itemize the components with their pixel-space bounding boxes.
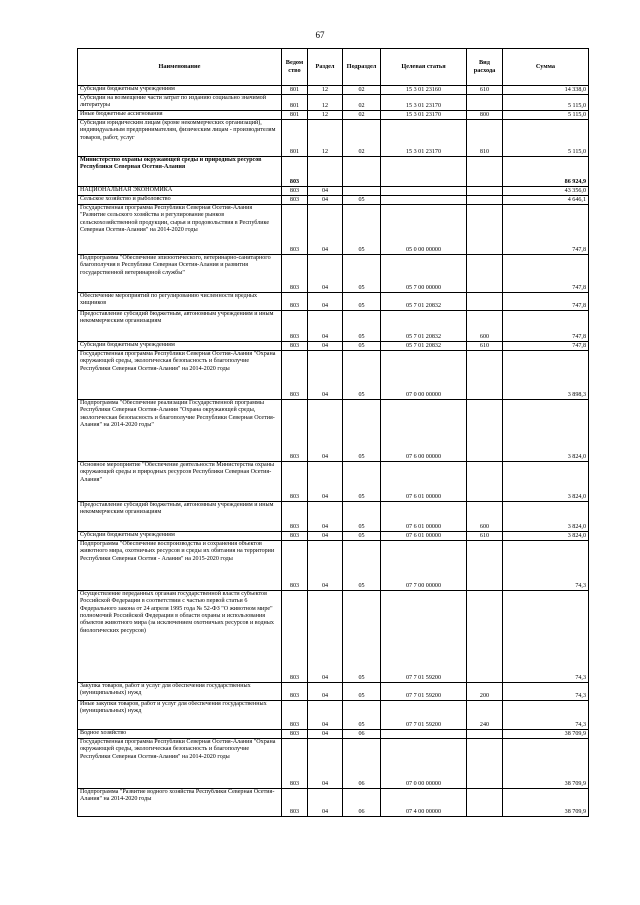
row-razdel: 04 <box>308 293 343 311</box>
table-row <box>78 293 589 311</box>
row-ved: 803 <box>282 541 308 591</box>
row-target: 15 3 01 23170 <box>381 111 467 120</box>
row-sum: 3 824,0 <box>503 462 589 502</box>
row-expense-type <box>467 462 503 502</box>
row-name: Иные бюджетные ассигнования <box>78 111 282 120</box>
table-row <box>78 120 589 157</box>
row-target: 05 7 01 20832 <box>381 342 467 351</box>
row-razdel: 04 <box>308 342 343 351</box>
row-name: Субсидии бюджетным учреждениям <box>78 532 282 541</box>
table-row <box>78 541 589 591</box>
row-razdel: 12 <box>308 111 343 120</box>
header-sum: Сумма <box>503 49 589 86</box>
row-target: 07 6 01 00000 <box>381 462 467 502</box>
table-row <box>78 502 589 532</box>
row-razdel: 04 <box>308 400 343 462</box>
row-podrazdel: 05 <box>343 591 381 683</box>
row-name: НАЦИОНАЛЬНАЯ ЭКОНОМИКА <box>78 187 282 196</box>
row-name: Подпрограмма "Обеспечение воспроизводства и сохранения объектов животного мира, охотничьих ресурсов и среды их обитания на территории Республики Северная Осетия - Алания" на 2015-2020 годы <box>78 541 282 591</box>
row-ved: 803 <box>282 400 308 462</box>
row-ved: 803 <box>282 255 308 293</box>
table-row <box>78 311 589 342</box>
table-row <box>78 187 589 196</box>
row-expense-type: 600 <box>467 311 503 342</box>
table-row <box>78 739 589 789</box>
row-sum: 747,8 <box>503 255 589 293</box>
row-podrazdel: 05 <box>343 400 381 462</box>
header-expense-type: Вид расхода <box>467 49 503 86</box>
row-podrazdel: 06 <box>343 730 381 739</box>
row-name: Основное мероприятие "Обеспечение деятельности Министерства охраны окружающей среды и природных ресурсов Республики Северная Осетия-Алания" <box>78 462 282 502</box>
row-expense-type: 610 <box>467 342 503 351</box>
row-sum: 86 924,9 <box>503 157 589 187</box>
row-razdel: 04 <box>308 532 343 541</box>
row-razdel: 04 <box>308 591 343 683</box>
row-sum: 74,3 <box>503 591 589 683</box>
table-body <box>78 86 589 817</box>
row-ved: 803 <box>282 342 308 351</box>
row-name: Государственная программа Республики Северная Осетия-Алания "Охрана окружающей среды, экологическая безопасность и благополучие Республики Северная Осетия-Алания" на 2014-2020 годы <box>78 351 282 400</box>
row-ved: 803 <box>282 739 308 789</box>
row-podrazdel: 02 <box>343 86 381 95</box>
row-name: Водное хозяйство <box>78 730 282 739</box>
table-row <box>78 683 589 701</box>
table-row <box>78 462 589 502</box>
row-podrazdel: 02 <box>343 95 381 111</box>
row-expense-type <box>467 157 503 187</box>
row-podrazdel: 05 <box>343 462 381 502</box>
row-target: 05 0 00 00000 <box>381 205 467 255</box>
row-target <box>381 157 467 187</box>
row-expense-type: 610 <box>467 532 503 541</box>
header-razdel: Раздел <box>308 49 343 86</box>
row-expense-type <box>467 591 503 683</box>
row-sum: 747,8 <box>503 311 589 342</box>
header-target: Целевая статья <box>381 49 467 86</box>
row-name: Субсидии бюджетным учреждениям <box>78 342 282 351</box>
header-ved: Ведом ство <box>282 49 308 86</box>
table-row <box>78 196 589 205</box>
table-row <box>78 342 589 351</box>
row-target: 07 7 01 59200 <box>381 701 467 730</box>
row-ved: 801 <box>282 111 308 120</box>
row-expense-type <box>467 205 503 255</box>
row-name: Государственная программа Республики Северная Осетия-Алания "Охрана окружающей среды, экологическая безопасность и благополучие Республики Северная Осетия-Алания" на 2014-2020 годы <box>78 739 282 789</box>
row-razdel: 04 <box>308 789 343 817</box>
row-name: Предоставление субсидий бюджетным, автономным учреждениям и иным некоммерческим организациям <box>78 311 282 342</box>
table-row <box>78 95 589 111</box>
row-ved: 803 <box>282 293 308 311</box>
row-razdel: 04 <box>308 701 343 730</box>
row-target: 07 6 01 00000 <box>381 502 467 532</box>
row-expense-type <box>467 293 503 311</box>
row-expense-type <box>467 255 503 293</box>
row-target: 07 7 01 59200 <box>381 591 467 683</box>
row-sum: 747,8 <box>503 205 589 255</box>
row-podrazdel: 05 <box>343 541 381 591</box>
row-razdel: 12 <box>308 86 343 95</box>
row-target: 07 7 01 59200 <box>381 683 467 701</box>
row-sum: 74,3 <box>503 541 589 591</box>
row-sum: 5 115,0 <box>503 120 589 157</box>
table-row <box>78 701 589 730</box>
row-name: Подпрограмма "Обеспечение эпизоотического, ветеринарно-санитарного благополучия в Республике Северная Осетия-Алания и развития государственной ветеринарной службы" <box>78 255 282 293</box>
row-sum: 747,8 <box>503 293 589 311</box>
row-ved: 803 <box>282 502 308 532</box>
row-ved: 803 <box>282 683 308 701</box>
row-target: 07 4 00 00000 <box>381 789 467 817</box>
row-razdel: 04 <box>308 311 343 342</box>
row-expense-type <box>467 187 503 196</box>
row-podrazdel: 05 <box>343 255 381 293</box>
row-name: Субсидии юридическим лицам (кроме некоммерческих организаций), индивидуальным предпринимателям, физическим лицам - производителям товаров, работ, услуг <box>78 120 282 157</box>
row-sum: 38 709,9 <box>503 789 589 817</box>
row-sum: 3 824,0 <box>503 532 589 541</box>
row-ved: 803 <box>282 351 308 400</box>
row-expense-type <box>467 400 503 462</box>
row-razdel: 12 <box>308 120 343 157</box>
row-target: 05 7 00 00000 <box>381 255 467 293</box>
row-razdel: 04 <box>308 541 343 591</box>
table-row <box>78 789 589 817</box>
row-ved: 803 <box>282 205 308 255</box>
table-row <box>78 351 589 400</box>
row-target: 15 3 01 23160 <box>381 86 467 95</box>
row-ved: 803 <box>282 532 308 541</box>
header-podrazdel: Подраздел <box>343 49 381 86</box>
row-target <box>381 730 467 739</box>
table-row <box>78 255 589 293</box>
row-ved: 803 <box>282 701 308 730</box>
row-target: 15 3 01 23170 <box>381 120 467 157</box>
row-podrazdel: 05 <box>343 351 381 400</box>
row-sum: 14 338,0 <box>503 86 589 95</box>
table-row <box>78 400 589 462</box>
row-sum: 5 115,0 <box>503 95 589 111</box>
row-ved: 803 <box>282 311 308 342</box>
row-expense-type <box>467 196 503 205</box>
row-name: Сельское хозяйство и рыболовство <box>78 196 282 205</box>
row-sum: 3 898,3 <box>503 351 589 400</box>
row-name: Подпрограмма "Развитие водного хозяйства Республики Северная Осетия-Алания" на 2014-2020 годы <box>78 789 282 817</box>
row-ved: 803 <box>282 187 308 196</box>
row-expense-type <box>467 789 503 817</box>
row-name: Предоставление субсидий бюджетным, автономным учреждениям и иным некоммерческим организациям <box>78 502 282 532</box>
row-razdel: 04 <box>308 255 343 293</box>
row-ved: 803 <box>282 591 308 683</box>
row-razdel: 04 <box>308 196 343 205</box>
row-name: Министерство охраны окружающей среды и природных ресурсов Республики Северная Осетия-Алания <box>78 157 282 187</box>
row-sum: 4 646,1 <box>503 196 589 205</box>
row-podrazdel: 05 <box>343 342 381 351</box>
row-sum: 74,3 <box>503 701 589 730</box>
row-podrazdel: 06 <box>343 789 381 817</box>
row-name: Субсидии бюджетным учреждениям <box>78 86 282 95</box>
row-ved: 801 <box>282 120 308 157</box>
row-expense-type <box>467 739 503 789</box>
row-expense-type: 800 <box>467 111 503 120</box>
row-podrazdel: 05 <box>343 205 381 255</box>
row-podrazdel: 05 <box>343 683 381 701</box>
row-target <box>381 196 467 205</box>
row-target: 07 0 00 00000 <box>381 351 467 400</box>
row-ved: 803 <box>282 789 308 817</box>
row-name: Обеспечение мероприятий по регулированию численности вредных хищников <box>78 293 282 311</box>
row-expense-type: 200 <box>467 683 503 701</box>
row-podrazdel: 05 <box>343 701 381 730</box>
row-ved: 803 <box>282 730 308 739</box>
row-razdel: 04 <box>308 462 343 502</box>
row-sum: 38 709,9 <box>503 730 589 739</box>
row-expense-type <box>467 351 503 400</box>
table-row <box>78 591 589 683</box>
header-name: Наименование <box>78 49 282 86</box>
row-podrazdel: 05 <box>343 502 381 532</box>
row-ved: 803 <box>282 196 308 205</box>
row-razdel: 04 <box>308 502 343 532</box>
row-razdel: 04 <box>308 683 343 701</box>
row-name: Иные закупки товаров, работ и услуг для обеспечения государственных (муниципальных) нужд <box>78 701 282 730</box>
row-target: 05 7 01 20832 <box>381 311 467 342</box>
row-razdel: 04 <box>308 351 343 400</box>
budget-table <box>77 48 589 817</box>
row-name: Субсидии на возмещение части затрат по изданию социально значимой литературы <box>78 95 282 111</box>
row-razdel: 12 <box>308 95 343 111</box>
row-name: Государственная программа Республики Северная Осетия-Алания "Развитие сельского хозяйства и регулирование рынков сельскохозяйственной продукции, сырья и продовольствия в Республике Северная Осетия-Алания" на 2014-2020 годы <box>78 205 282 255</box>
table-row <box>78 532 589 541</box>
table-header-row <box>78 49 589 86</box>
row-sum: 5 115,0 <box>503 111 589 120</box>
row-target: 07 7 00 00000 <box>381 541 467 591</box>
row-ved: 803 <box>282 157 308 187</box>
row-ved: 801 <box>282 86 308 95</box>
row-razdel <box>308 157 343 187</box>
row-target: 07 6 01 00000 <box>381 532 467 541</box>
row-razdel: 04 <box>308 205 343 255</box>
table-row <box>78 205 589 255</box>
table-row <box>78 86 589 95</box>
row-podrazdel: 05 <box>343 196 381 205</box>
row-razdel: 04 <box>308 187 343 196</box>
row-sum: 3 824,0 <box>503 502 589 532</box>
row-sum: 747,8 <box>503 342 589 351</box>
row-name: Закупка товаров, работ и услуг для обеспечения государственных (муниципальных) нужд <box>78 683 282 701</box>
table-row <box>78 730 589 739</box>
row-expense-type: 240 <box>467 701 503 730</box>
row-razdel: 04 <box>308 739 343 789</box>
row-podrazdel: 02 <box>343 111 381 120</box>
row-podrazdel <box>343 157 381 187</box>
row-target <box>381 187 467 196</box>
row-podrazdel: 05 <box>343 311 381 342</box>
row-podrazdel: 06 <box>343 739 381 789</box>
row-podrazdel: 02 <box>343 120 381 157</box>
row-expense-type: 600 <box>467 502 503 532</box>
row-sum: 38 709,9 <box>503 739 589 789</box>
page-number: 67 <box>315 30 325 40</box>
row-target: 07 0 00 00000 <box>381 739 467 789</box>
row-target: 05 7 01 20832 <box>381 293 467 311</box>
row-sum: 43 356,0 <box>503 187 589 196</box>
row-name: Осуществление переданных органам государственной власти субъектов Российской Федерации в соответствии с частью первой статьи 6 Федерального закона от 24 апреля 1995 года № 52-ФЗ "О животном мире" полномочий Российской Федерации в области охраны и использования объектов животного мира (за исключением охотничьих ресурсов и водных биологических ресурсов) <box>78 591 282 683</box>
row-expense-type <box>467 541 503 591</box>
row-ved: 803 <box>282 462 308 502</box>
row-sum: 3 824,0 <box>503 400 589 462</box>
row-expense-type <box>467 95 503 111</box>
row-podrazdel: 05 <box>343 532 381 541</box>
table-row <box>78 111 589 120</box>
table-row <box>78 157 589 187</box>
row-razdel: 04 <box>308 730 343 739</box>
row-expense-type <box>467 730 503 739</box>
row-sum: 74,3 <box>503 683 589 701</box>
row-expense-type: 810 <box>467 120 503 157</box>
row-podrazdel <box>343 187 381 196</box>
row-name: Подпрограмма "Обеспечение реализации Государственной программы Республики Северная Осетия-Алания "Охрана окружающей среды, экологическая безопасность и благополучие Республики Северная Осетия-Алания" на 2014-2020 годы" <box>78 400 282 462</box>
row-podrazdel: 05 <box>343 293 381 311</box>
row-expense-type: 610 <box>467 86 503 95</box>
row-target: 07 6 00 00000 <box>381 400 467 462</box>
row-target: 15 3 01 23170 <box>381 95 467 111</box>
row-ved: 801 <box>282 95 308 111</box>
